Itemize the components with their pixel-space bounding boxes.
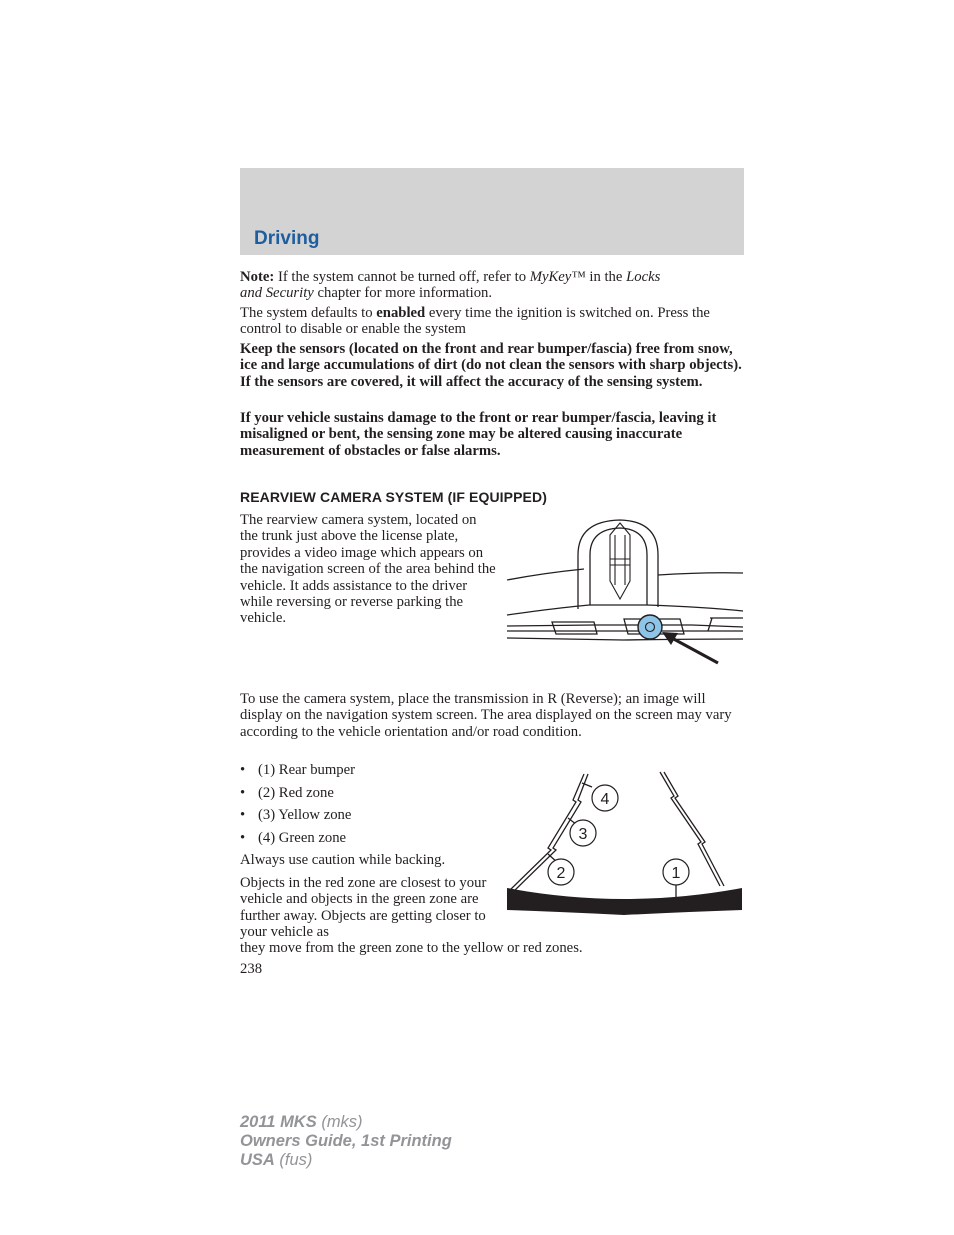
defaults-text-2: every time the ignition is switched on. Press the control to disable or enable the system xyxy=(240,305,710,338)
list-item: • (1) Rear bumper xyxy=(240,762,356,778)
note-text-1: If the system cannot be turned off, refer to xyxy=(274,269,530,285)
callout-1 xyxy=(663,859,689,885)
enabled-word: enabled xyxy=(376,305,426,321)
camera-zone-diagram xyxy=(504,770,746,916)
svg-text:2: 2 xyxy=(556,865,566,882)
rear-bumper-shape xyxy=(507,888,742,915)
header-band xyxy=(240,168,744,255)
zones-paragraph: Objects in the red zone are closest to your vehicle and objects in the green zone are further away. Objects are getting closer to your vehicle as xyxy=(240,875,487,941)
note-paragraph xyxy=(240,269,745,302)
sensor-warning-paragraph: Keep the sensors (located on the front and rear bumper/fascia) free from snow, ice and large accumulations of dirt (do not clean the sensors with sharp objects). If the sensors are covered, it will affect the accuracy of the sensing system. xyxy=(240,341,742,390)
caution-text: Always use caution while backing. xyxy=(240,852,446,868)
zones-paragraph-continued: they move from the green zone to the yellow or red zones. xyxy=(240,940,583,956)
defaults-paragraph xyxy=(240,305,745,338)
page-section-title: Driving xyxy=(254,228,320,249)
list-item: • (3) Yellow zone xyxy=(240,807,352,824)
security-reference: and Security xyxy=(240,285,314,302)
locks-reference: Locks xyxy=(626,269,661,285)
list-item: • (2) Red zone xyxy=(240,784,334,801)
defaults-text-1: The system defaults to xyxy=(240,305,377,321)
camera-location-illustration xyxy=(504,515,746,667)
zone-legend-list xyxy=(240,762,355,852)
mykey-reference: MyKey™ xyxy=(529,269,586,285)
note-text-2: in the xyxy=(585,269,627,285)
damage-warning-paragraph: If your vehicle sustains damage to the front or rear bumper/fascia, leaving it misaligned or bent, the sensing zone may be altered causing inaccurate measurement of obstacles or false alarms. xyxy=(240,410,717,459)
note-text-3: chapter for more information. xyxy=(313,285,493,302)
section-heading: REARVIEW CAMERA SYSTEM (IF EQUIPPED) xyxy=(240,489,547,505)
page-number: 238 xyxy=(240,961,263,977)
svg-text:3: 3 xyxy=(578,826,588,843)
list-item: • (4) Green zone xyxy=(240,829,347,846)
callout-3 xyxy=(570,820,596,846)
camera-lens-icon xyxy=(638,615,662,639)
callout-2 xyxy=(548,859,574,885)
lincoln-star-emblem-icon xyxy=(610,523,630,599)
footer-printing-info: 2011 MKS (mks) Owners Guide, 1st Printing USA (fus) xyxy=(240,1113,452,1169)
callout-4 xyxy=(592,785,618,811)
pointer-arrow-icon xyxy=(662,632,718,663)
camera-description-paragraph: The rearview camera system, located on the trunk just above the license plate, provides a video image which appears on the navigation screen of the area behind the vehicle. It adds assistance to the driver while reversing or reverse parking the vehicle. xyxy=(240,512,496,627)
svg-text:1: 1 xyxy=(671,865,681,882)
camera-usage-paragraph: To use the camera system, place the transmission in R (Reverse); an image will display on the navigation system screen. The area displayed on the screen may vary according to the vehicle orientation and/or road condition. xyxy=(240,691,732,740)
svg-text:4: 4 xyxy=(600,791,610,808)
note-label: Note: xyxy=(240,269,275,285)
